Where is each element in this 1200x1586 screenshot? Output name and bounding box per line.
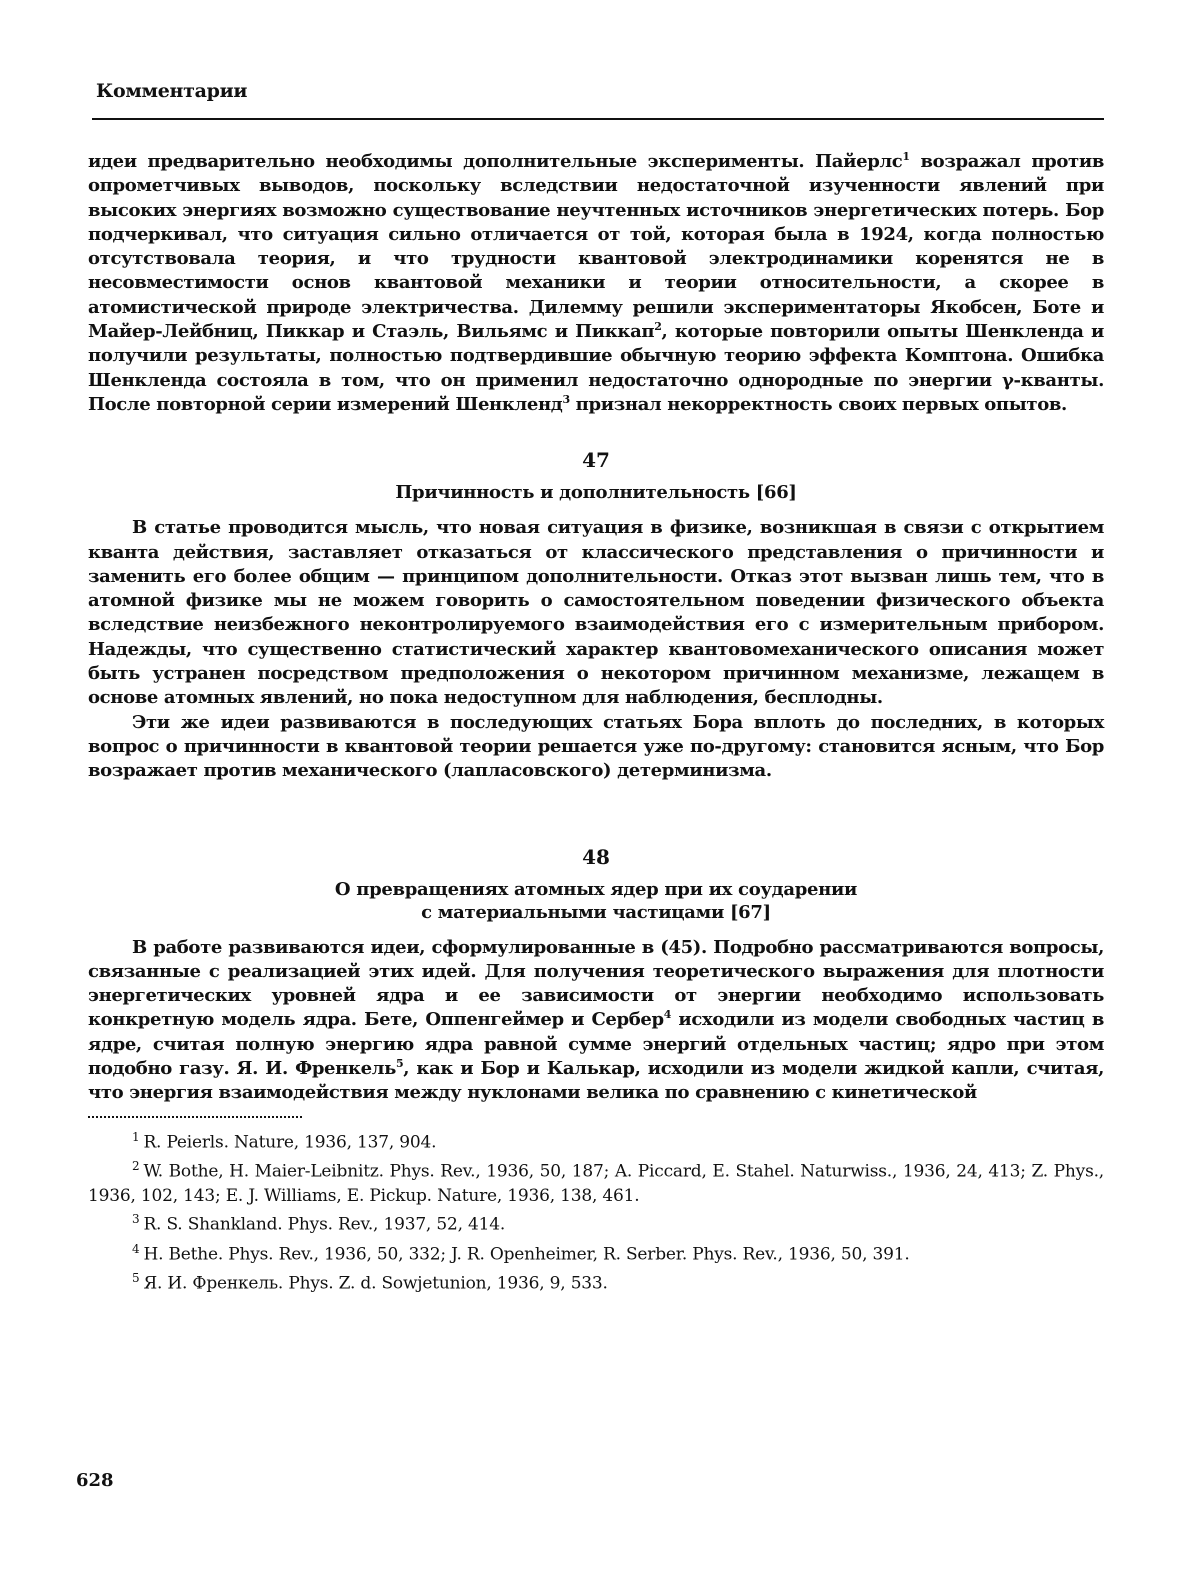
page-body [88, 150, 1104, 1297]
footnote-text: Я. И. Френкель. Phys. Z. d. Sowjetunion, 1936, 9, 533. [143, 1273, 608, 1294]
section-paragraph: В статье проводится мысль, что новая ситуация в физике, возникшая в связи с открытием кванта действия, заставляет отказаться от классического представления о причинности и заменить его более общим — принципом дополнительности. Отказ этот вызван лишь тем, что в атомной физике мы не можем говорить о самостоятельном поведении физического объекта вследствие неизбежного неконтролируемого взаимодействия его с измерительным прибором. Надежды, что существенно статистический характер квантовомеханического описания может быть устранен посредством предположения о некотором причинном механизме, лежащем в основе атомных явлений, но пока недоступном для наблюдения, бесплодны. [88, 517, 1104, 709]
section-number: 48 [582, 844, 610, 869]
footnote-mark: 5 [132, 1271, 140, 1286]
footnote [88, 1155, 1104, 1208]
footnote-mark: 4 [132, 1241, 140, 1256]
footnote-ref: 1 [902, 150, 910, 163]
footnote-mark: 3 [132, 1212, 140, 1227]
section-title-line: с материальными частицами [67] [421, 901, 771, 923]
text-run: , которые повторили опыты Шенкленда и получили результаты, полностью подтвердившие обычную теорию эффекта Комптона. Ошибка Шенкленда состояла в том, что он применил недостаточно однородные по энергии γ-кванты. После повторной серии измерений Шенкленд [88, 321, 1104, 415]
footnote-mark: 1 [132, 1129, 140, 1144]
text-run: исходили из модели свободных частиц в ядре, считая полную энергию ядра равной сумме энергий отдельных частиц; ядро при этом подобно газу. Я. И. Френкель [88, 1009, 1104, 1080]
footnote [88, 1267, 1104, 1296]
page-number: 628 [76, 1470, 114, 1491]
text-run: признал некорректность своих первых опытов. [569, 393, 1067, 415]
footnote-ref: 3 [562, 392, 570, 406]
footnote [88, 1126, 1104, 1155]
footnote-text: R. S. Shankland. Phys. Rev., 1937, 52, 414. [143, 1214, 506, 1235]
text-run: , как и Бор и Калькар, исходили из модели жидкой капли, считая, что энергия взаимодействия между нуклонами велика по сравнению с кинетической [88, 1058, 1105, 1104]
footnote-text: R. Peierls. Nature, 1936, 137, 904. [143, 1132, 437, 1153]
header-rule [92, 118, 1104, 120]
text-run: возражал против опрометчивых выводов, поскольку вследствии недостаточной изученности явлений при высоких энергиях возможно существование неучтенных источников энергетических потерь. Бор подчеркивал, что ситуация сильно отличается от той, которая была в 1924, когда полностью отсутствовала теория, и что трудности квантовой электродинамики коренятся не в несовместимости основ квантовой механики и теории относительности, а скорее в атомистической природе электричества. Дилемму решили экспериментаторы Якобсен, Боте и Майер-Лейбниц, Пиккар и Стаэль, Вильямс и Пиккап [88, 151, 1104, 343]
footnote-text: H. Bethe. Phys. Rev., 1936, 50, 332; J. R. Openheimer, R. Serber. Phys. Rev., 1936, 50, 391. [143, 1244, 910, 1265]
footnote [88, 1238, 1104, 1267]
footnote-ref: 4 [663, 1008, 672, 1022]
text-run: идеи предварительно необходимы дополнительные эксперименты. Пайерлс [88, 151, 903, 172]
section-paragraph: Эти же идеи развиваются в последующих статьях Бора вплоть до последних, в которых вопрос о причинности в квантовой теории решается уже по-другому: становится ясным, что Бор возражает против механического (лапласовского) детерминизма. [88, 711, 1104, 782]
intro-paragraph [88, 150, 1104, 417]
footnote-ref: 2 [654, 320, 662, 334]
section-number: 47 [582, 448, 610, 473]
footnote-text: W. Bothe, H. Maier-Leibnitz. Phys. Rev., 1936, 50, 187; A. Piccard, E. Stahel. Naturwiss., 1936, 24, 413; Z. Phys., 1936, 102, 143; E. J. Williams, E. Pickup. Nature, 1936, 138, 461. [88, 1161, 1104, 1206]
section-title-line: О превращениях атомных ядер при их соударении [334, 878, 858, 900]
footnote-mark: 2 [132, 1159, 140, 1174]
text-run: В работе развиваются идеи, сформулированные в (45). Подробно рассматриваются вопросы, связанные с реализацией этих идей. Для получения теоретического выражения для плотности энергетических уровней ядра и ее зависимости от энергии необходимо использовать конкретную модель ядра. Бете, Оппенгеймер и Сербер [88, 936, 1104, 1031]
footnote-separator [88, 1116, 302, 1118]
footnote [88, 1208, 1104, 1237]
section-paragraph [88, 936, 1104, 1106]
running-head: Комментарии [96, 80, 248, 102]
section-title: Причинность и дополнительность [66] [395, 482, 797, 504]
footnote-ref: 5 [395, 1057, 404, 1071]
